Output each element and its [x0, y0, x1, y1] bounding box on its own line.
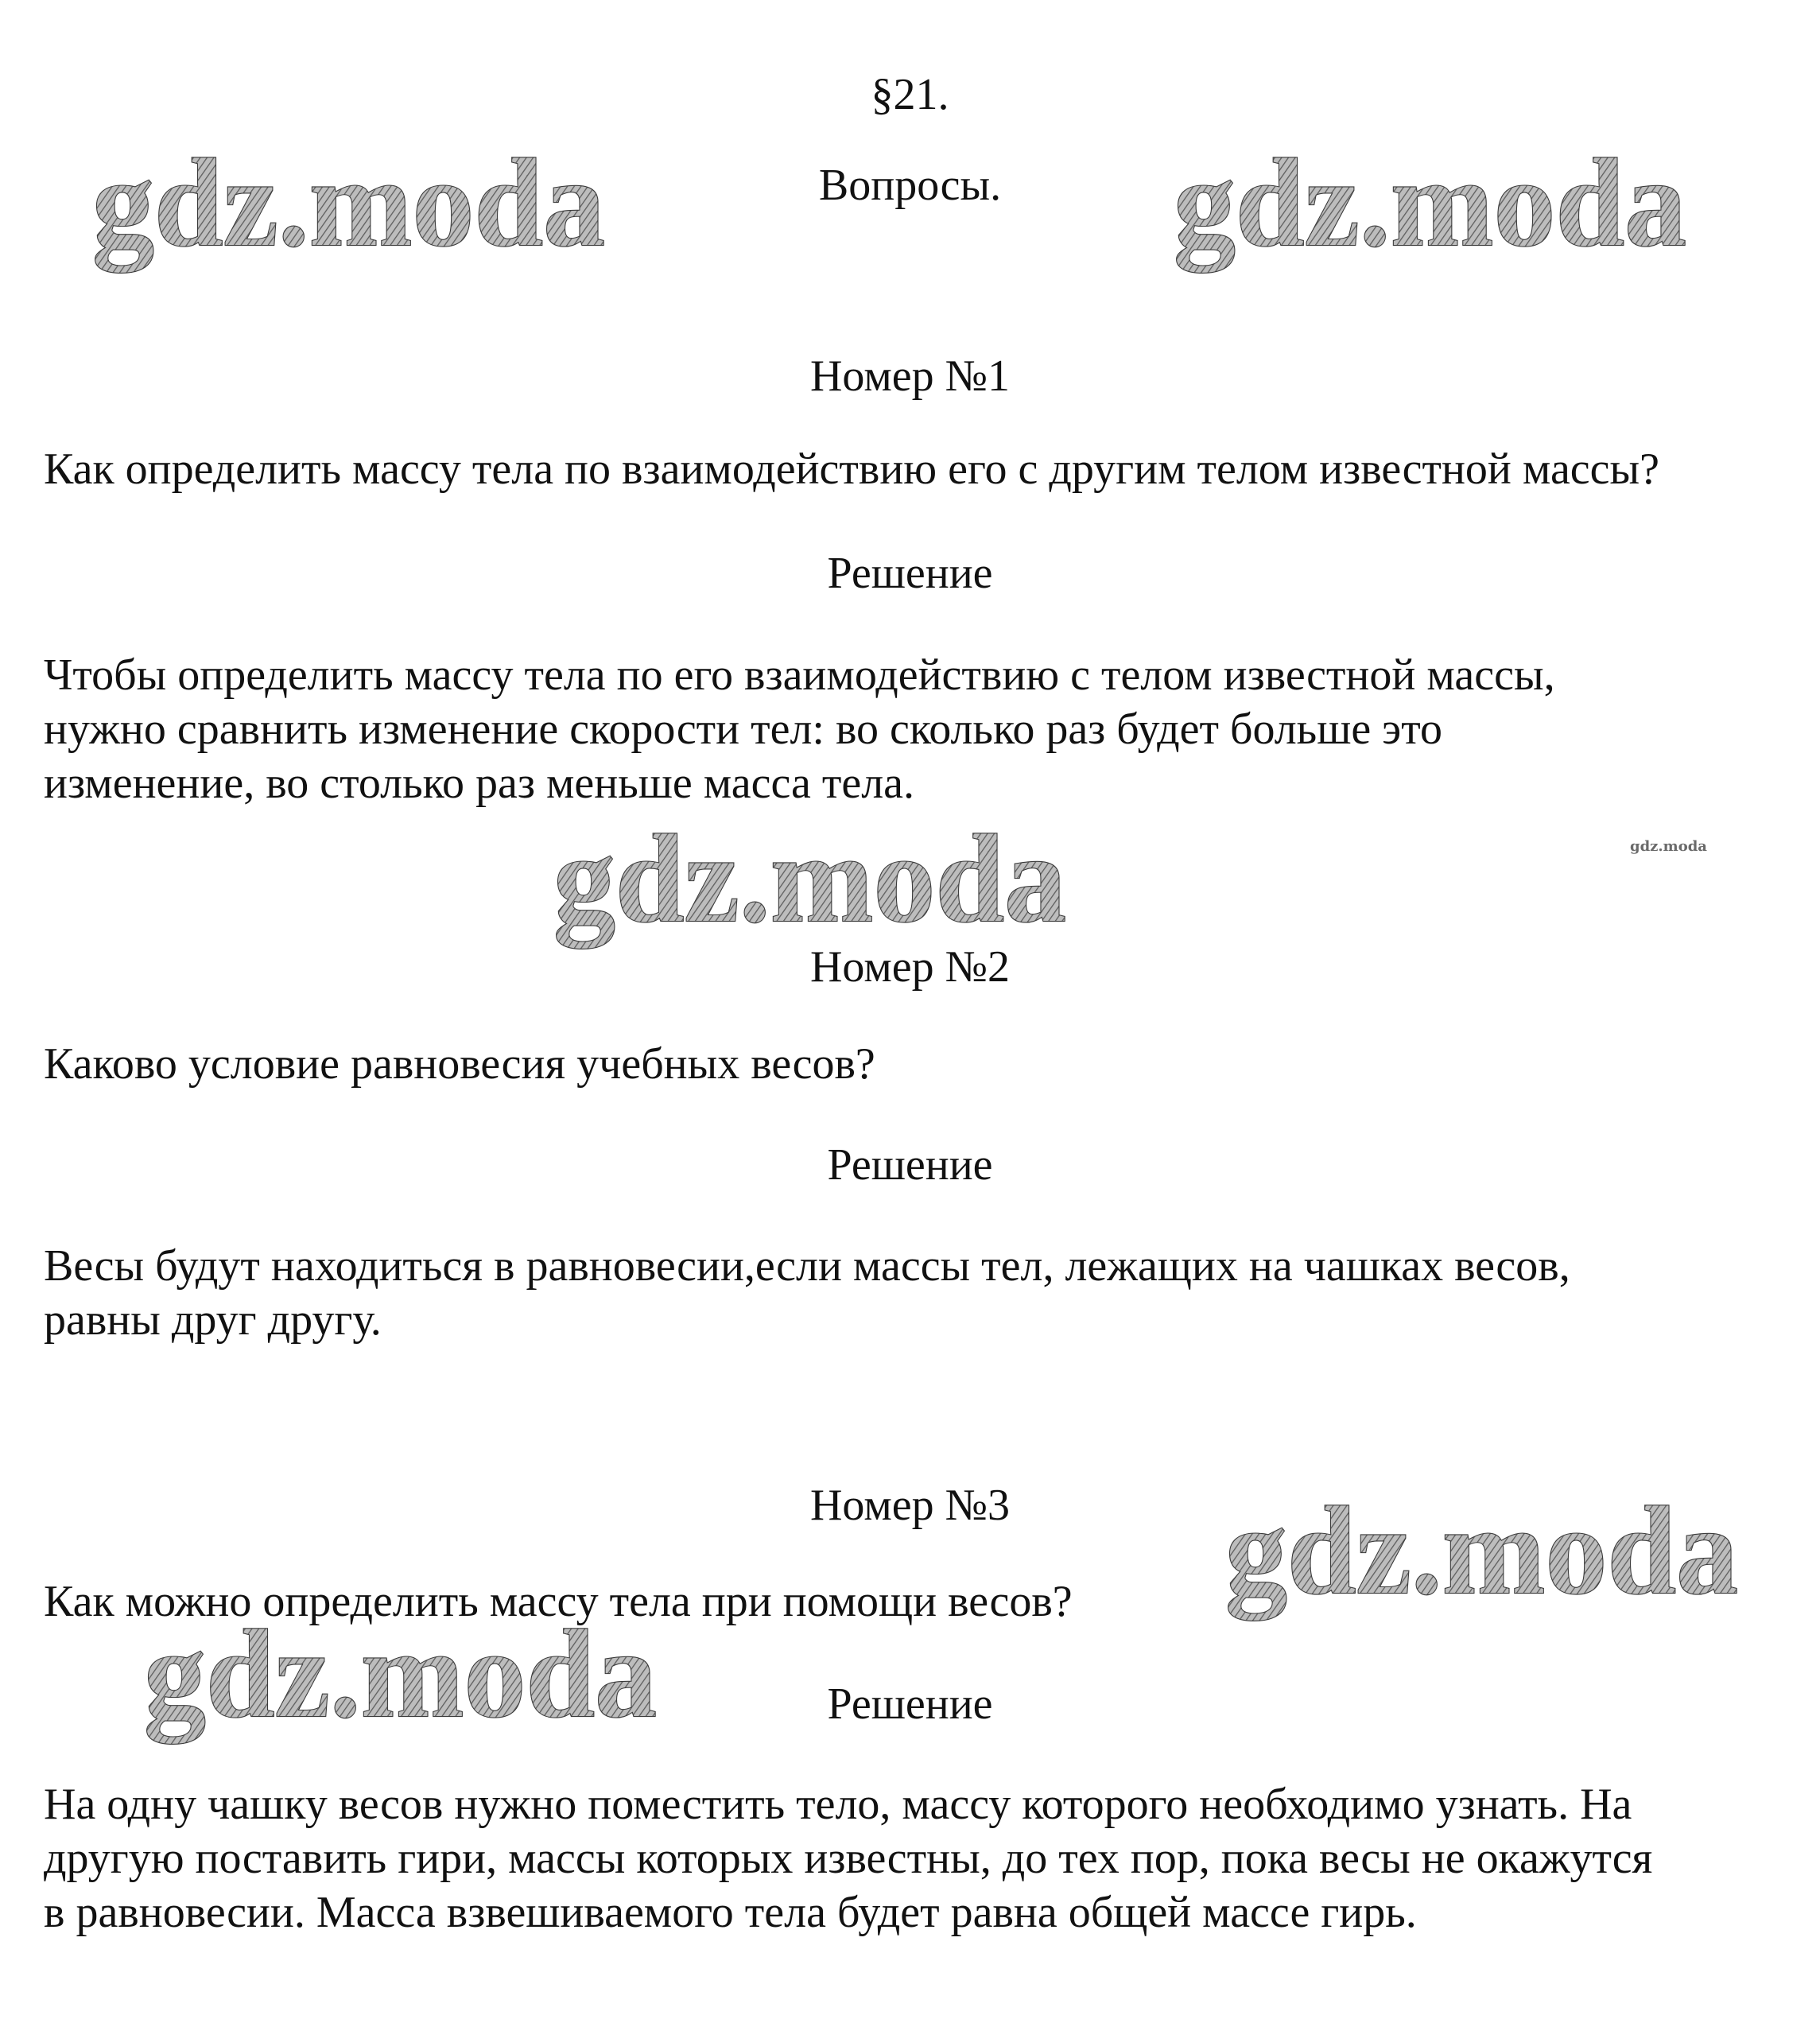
problem-number: Номер №2 — [809, 942, 1011, 992]
answer-line: На одну чашку весов нужно поместить тело, массу которого необходимо узнать. На — [44, 1780, 1632, 1829]
section-heading: §21. — [871, 70, 949, 119]
problem-number: Номер №3 — [809, 1481, 1011, 1530]
questions-subtitle: Вопросы. — [818, 161, 1002, 210]
solution-label: Решение — [827, 1679, 993, 1729]
solution-label: Решение — [827, 1140, 993, 1190]
problem-question: Каково условие равновесия учебных весов? — [44, 1039, 875, 1089]
answer-line: Чтобы определить массу тела по его взаимодействию с телом известной массы, — [44, 650, 1555, 700]
watermark-text: gdz.moda — [553, 810, 1066, 949]
watermark-text: gdz.moda — [92, 134, 605, 273]
solution-label: Решение — [827, 549, 993, 598]
answer-line: изменение, во столько раз меньше масса тела. — [44, 759, 915, 808]
problem-question: Как определить массу тела по взаимодействию его с другим телом известной массы? — [44, 445, 1659, 494]
watermark-small: gdz.moda — [1630, 838, 1707, 855]
watermark-logo — [1169, 134, 1694, 286]
answer-line: в равновесии. Масса взвешиваемого тела будет равна общей массе гирь. — [44, 1888, 1417, 1937]
answer-line: нужно сравнить изменение скорости тел: во сколько раз будет больше это — [44, 705, 1442, 754]
problem-number: Номер №1 — [809, 351, 1011, 401]
watermark-text: gdz.moda — [144, 1605, 657, 1744]
answer-line: равны друг другу. — [44, 1295, 382, 1345]
watermark-logo — [87, 134, 612, 286]
problem-answer — [44, 1239, 1793, 1347]
problem-answer — [44, 1777, 1793, 1939]
answer-line: другую поставить гири, массы которых известны, до тех пор, пока весы не окажутся — [44, 1834, 1653, 1883]
answer-line: Весы будут находиться в равновесии,если массы тел, лежащих на чашках весов, — [44, 1241, 1570, 1291]
problem-answer — [44, 648, 1793, 810]
problem-question: Как можно определить массу тела при помощи весов? — [44, 1577, 1073, 1626]
watermark-text: gdz.moda — [1225, 1481, 1738, 1621]
watermark-text: gdz.moda — [1174, 134, 1686, 273]
